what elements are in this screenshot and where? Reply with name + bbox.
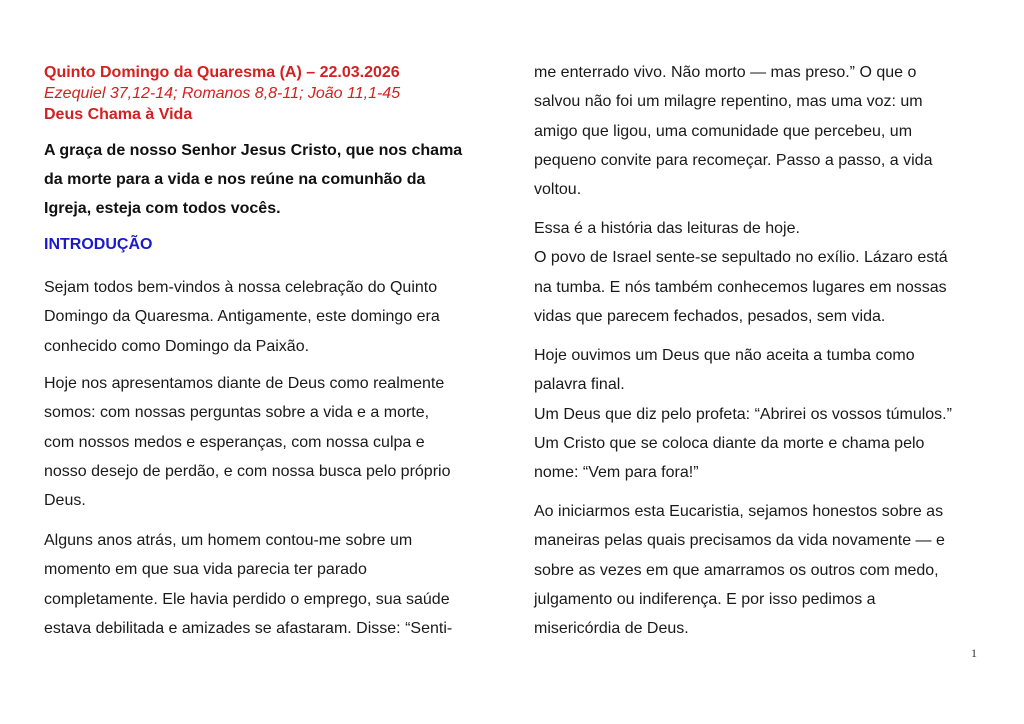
text-line: misericórdia de Deus.: [534, 620, 689, 638]
text-line: sobre as vezes em que amarramos os outros com medo,: [534, 561, 939, 579]
liturgy-title: Quinto Domingo da Quaresma (A) – 22.03.2026: [44, 64, 400, 81]
paragraph-before-god: [44, 369, 450, 515]
text-line: Hoje nos apresentamos diante de Deus como realmente: [44, 375, 445, 392]
paragraph-welcome: [44, 273, 440, 361]
text-line: Alguns anos atrás, um homem contou-me sobre um: [44, 532, 413, 549]
paragraph-story-continued: [534, 58, 932, 204]
paragraph-story: [44, 526, 452, 643]
text-line: salvou não foi um milagre repentino, mas uma voz: um: [534, 93, 923, 111]
text-line: somos: com nossas perguntas sobre a vida e a morte,: [44, 404, 430, 422]
paragraph-eucharist: [534, 497, 945, 643]
text-line: Um Deus que diz pelo profeta: “Abrirei os vossos túmulos.”: [534, 405, 952, 423]
text-line: julgamento ou indiferença. E por isso pedimos a: [534, 590, 876, 608]
liturgical-greeting: [44, 136, 504, 223]
section-heading-introduction: INTRODUÇÃO: [44, 236, 153, 253]
homily-theme: Deus Chama à Vida: [44, 106, 193, 123]
text-line: conhecido como Domingo da Paixão.: [44, 337, 310, 355]
readings-reference: Ezequiel 37,12-14; Romanos 8,8-11; João 11,1-45: [44, 85, 401, 102]
text-line: vidas que parecem fechados, pesados, sem vida.: [534, 307, 886, 325]
text-line: voltou.: [534, 181, 582, 199]
text-line: estava debilitada e amizades se afastaram. Disse: “Senti-: [44, 619, 453, 637]
paragraph-readings: [534, 214, 948, 331]
text-line: Hoje ouvimos um Deus que não aceita a tumba como: [534, 347, 915, 364]
text-line: Ao iniciarmos esta Eucaristia, sejamos honestos sobre as: [534, 503, 944, 520]
text-line: na tumba. E nós também conhecemos lugares em nossas: [534, 278, 947, 296]
page-number: 1: [971, 646, 977, 660]
text-line: Domingo da Quaresma. Antigamente, este domingo era: [44, 308, 440, 326]
text-line: nosso desejo de perdão, e com nossa busca pelo próprio: [44, 462, 451, 480]
paragraph-god-calls: [534, 341, 952, 487]
document-header: [44, 62, 504, 125]
text-line: amigo que ligou, uma comunidade que percebeu, um: [534, 122, 913, 140]
text-line: com nossos medos e esperanças, com nossa culpa e: [44, 433, 425, 451]
greeting-line: Igreja, esteja com todos vocês.: [44, 200, 281, 217]
greeting-line: da morte para a vida e nos reúne na comunhão da: [44, 171, 426, 188]
text-line: O povo de Israel sente-se sepultado no exílio. Lázaro está: [534, 249, 948, 267]
text-line: Sejam todos bem-vindos à nossa celebração do Quinto: [44, 279, 438, 296]
text-line: momento em que sua vida parecia ter parado: [44, 561, 367, 579]
text-line: Um Cristo que se coloca diante da morte e chama pelo: [534, 434, 925, 452]
text-line: maneiras pelas quais precisamos da vida novamente — e: [534, 532, 945, 550]
text-line: pequeno convite para recomeçar. Passo a passo, a vida: [534, 151, 933, 169]
text-line: Deus.: [44, 492, 86, 510]
text-line: palavra final.: [534, 376, 625, 394]
text-line: Essa é a história das leituras de hoje.: [534, 220, 800, 237]
text-line: completamente. Ele havia perdido o emprego, sua saúde: [44, 590, 450, 608]
text-line: nome: “Vem para fora!”: [534, 464, 699, 482]
greeting-line: A graça de nosso Senhor Jesus Cristo, que nos chama: [44, 142, 463, 159]
text-line: me enterrado vivo. Não morto — mas preso.” O que o: [534, 64, 917, 81]
